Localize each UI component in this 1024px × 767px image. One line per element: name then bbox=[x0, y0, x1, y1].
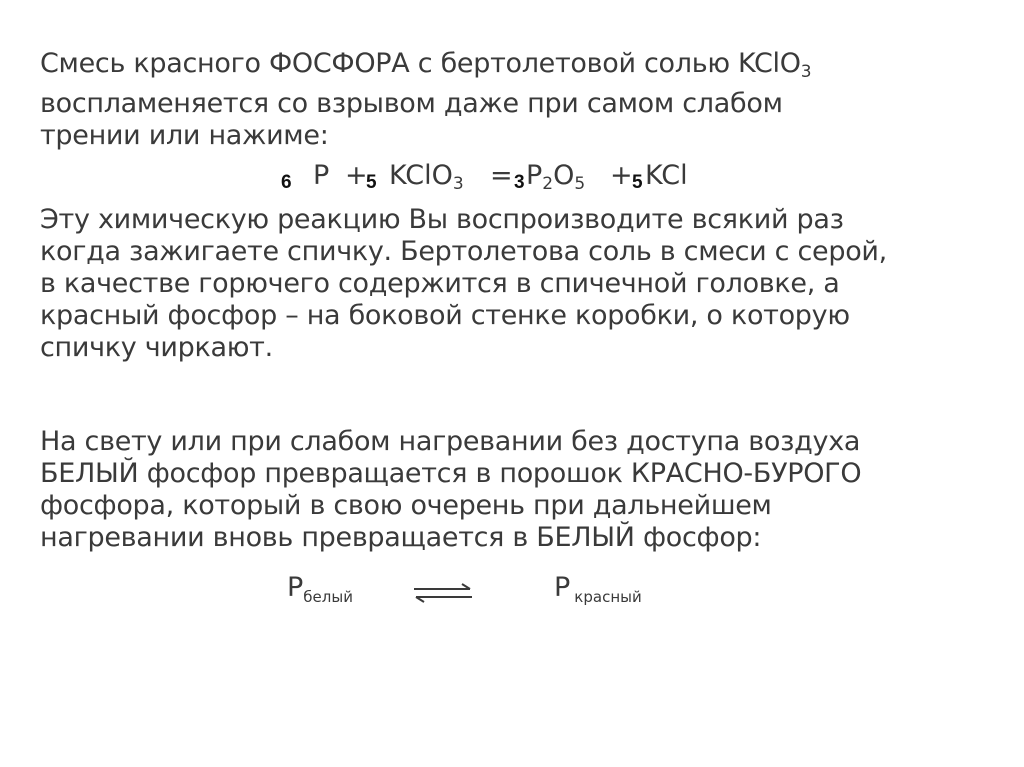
paragraph-line: На свету или при слабом нагревании без доступа воздуха bbox=[40, 426, 861, 457]
plus-sign: + bbox=[610, 160, 633, 191]
coefficient-p2o5: 3 bbox=[514, 172, 525, 193]
line-text: Смесь красного ФОСФОРА с бертолетовой солью KClO bbox=[40, 48, 801, 79]
paragraph-line: трении или нажиме: bbox=[40, 120, 329, 151]
subscript: 3 bbox=[800, 62, 812, 82]
paragraph-line bbox=[40, 48, 1000, 88]
paragraph-line: спичку чиркают. bbox=[40, 332, 273, 363]
red-phosphorus bbox=[554, 572, 642, 606]
subscript: 5 bbox=[574, 174, 586, 194]
phosphorus-symbol: P bbox=[554, 572, 571, 603]
formula-kclo3 bbox=[389, 160, 464, 194]
paragraph-line: когда зажигаете спичку. Бертолетова соль в смеси с серой, bbox=[40, 236, 887, 267]
equals-sign: = bbox=[490, 160, 513, 191]
white-phosphorus bbox=[287, 572, 353, 606]
paragraph-line: Эту химическую реакцию Вы воспроизводите всякий раз bbox=[40, 204, 844, 235]
paragraph-phosphorus-mixture bbox=[40, 48, 1000, 152]
phosphorus-label: белый bbox=[303, 588, 353, 606]
paragraph-line: красный фосфор – на боковой стенке коробки, о которую bbox=[40, 300, 850, 331]
paragraph-line: нагревании вновь превращается в БЕЛЫЙ фосфор: bbox=[40, 522, 762, 553]
equilibrium-arrows-icon bbox=[412, 582, 474, 604]
formula-text: P bbox=[526, 160, 543, 191]
subscript: 3 bbox=[452, 174, 464, 194]
phosphorus-label: красный bbox=[574, 588, 642, 606]
paragraph-line: фосфора, который в свою очерень при дальнейшем bbox=[40, 490, 772, 521]
coefficient-p: 6 bbox=[281, 172, 292, 193]
paragraph-line: БЕЛЫЙ фосфор превращается в порошок КРАСНО-БУРОГО bbox=[40, 458, 862, 489]
paragraph-line: в качестве горючего содержится в спичечной головке, а bbox=[40, 268, 840, 299]
coefficient-kcl: 5 bbox=[632, 172, 643, 193]
phosphorus-symbol: P bbox=[287, 572, 304, 603]
formula-p: P bbox=[313, 160, 330, 191]
plus-sign: + bbox=[345, 160, 368, 191]
coefficient-kclo3: 5 bbox=[366, 172, 377, 193]
paragraph-match-reaction bbox=[40, 204, 1000, 364]
formula-text: KClO bbox=[389, 160, 453, 191]
formula-p2o5 bbox=[526, 160, 585, 194]
subscript: 2 bbox=[542, 174, 554, 194]
formula-text: O bbox=[553, 160, 575, 191]
paragraph-phosphorus-transition bbox=[40, 426, 1000, 554]
formula-kcl: KCl bbox=[645, 160, 688, 191]
paragraph-line: воспламеняется со взрывом даже при самом слабом bbox=[40, 88, 783, 119]
